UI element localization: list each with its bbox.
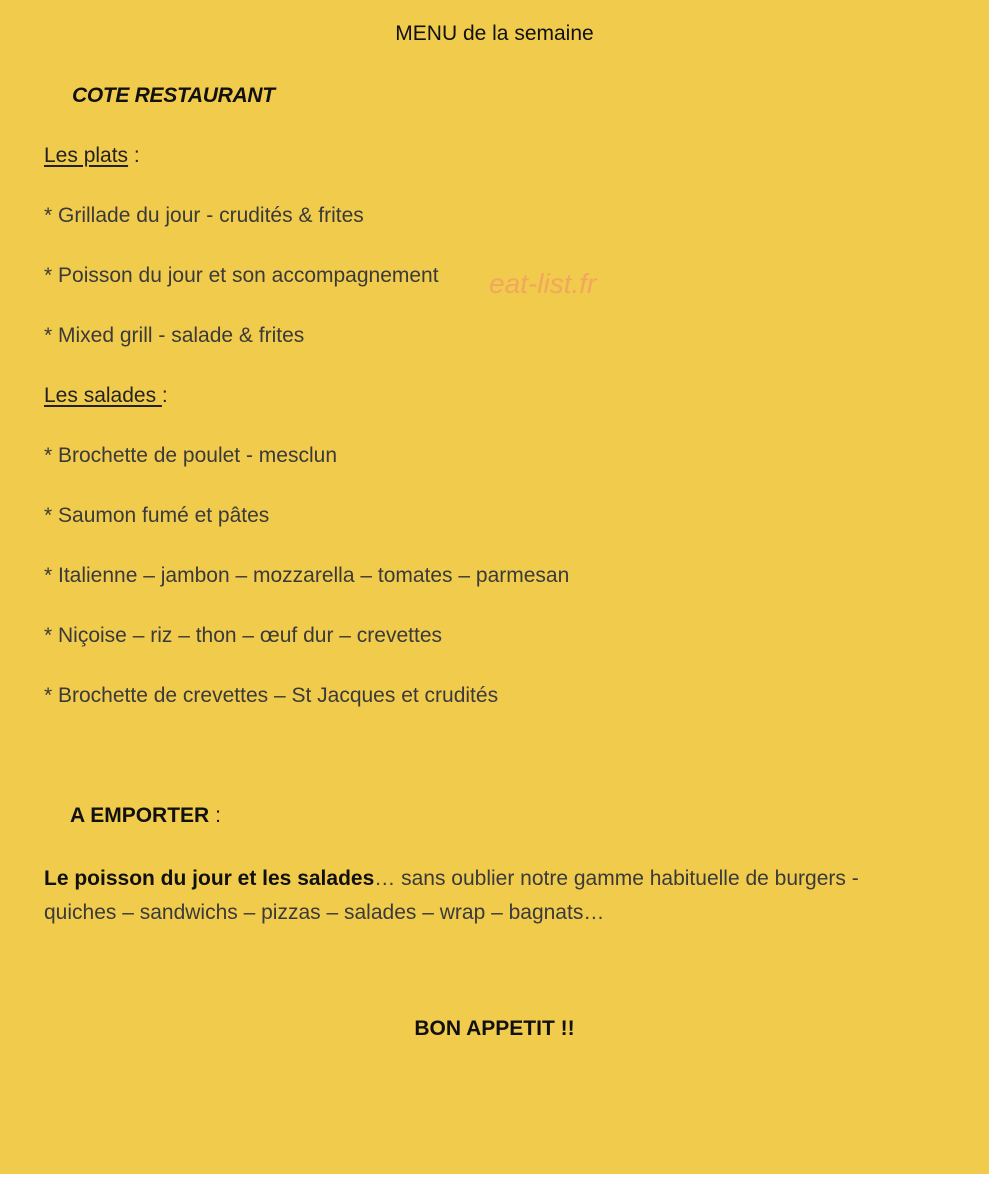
takeaway-description (44, 862, 924, 930)
closing-message: BON APPETIT !! (414, 1017, 575, 1040)
restaurant-name: COTE RESTAURANT (72, 84, 275, 107)
list-item-plat: * Mixed grill - salade & frites (44, 324, 305, 347)
takeaway-rest: … sans oublier notre gamme habituelle de burgers - quiches – sandwichs – pizzas – salades – wrap – bagnats… (44, 867, 859, 924)
section-heading-plats-colon: : (128, 144, 140, 167)
section-heading-salades-label: Les salades (44, 384, 162, 407)
takeaway-heading (70, 803, 221, 829)
takeaway-colon: : (209, 804, 221, 827)
list-item-plat: * Poisson du jour et son accompagnement (44, 264, 439, 287)
watermark: eat-list.fr (489, 268, 597, 299)
list-item-salade: * Niçoise – riz – thon – œuf dur – crevettes (44, 624, 443, 647)
bottom-border (0, 1174, 989, 1179)
list-item-plat: * Grillade du jour - crudités & frites (44, 204, 364, 227)
section-heading-plats (44, 143, 140, 169)
list-item-salade: * Brochette de crevettes – St Jacques et crudités (44, 684, 499, 707)
list-item-salade: * Brochette de poulet - mesclun (44, 444, 337, 467)
takeaway-highlight: Le poisson du jour et les salades (44, 867, 375, 890)
page-title: MENU de la semaine (395, 22, 594, 45)
section-heading-salades (44, 383, 168, 409)
section-heading-plats-label: Les plats (44, 144, 129, 167)
takeaway-label: A EMPORTER (70, 804, 210, 827)
section-heading-salades-colon: : (161, 384, 168, 407)
list-item-salade: * Italienne – jambon – mozzarella – tomates – parmesan (44, 564, 570, 587)
list-item-salade: * Saumon fumé et pâtes (44, 504, 270, 527)
